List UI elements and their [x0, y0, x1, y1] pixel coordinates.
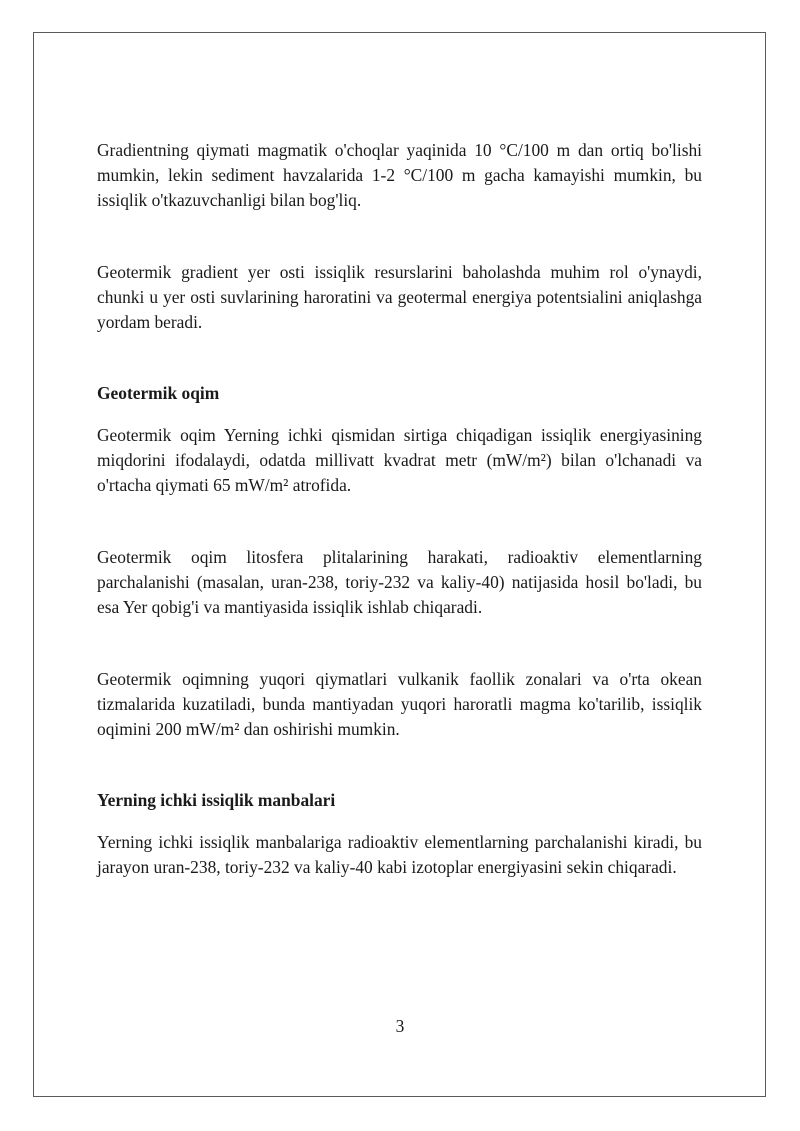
- paragraph-gradient-role: Geotermik gradient yer osti issiqlik resurslarini baholashda muhim rol o'ynaydi, chunki u yer osti suvlarining haroratini va geotermal energiya potentsialini aniqlashga yordam beradi.: [97, 262, 702, 332]
- paragraph-flow-definition: Geotermik oqim Yerning ichki qismidan sirtiga chiqadigan issiqlik energiyasining miqdorini ifodalaydi, odatda millivatt kvadrat metr (mW/m²) bilan o'lchanadi va o'rtacha qiymati 65 mW/m² atrofida.: [97, 425, 702, 495]
- paragraph-internal-heat: Yerning ichki issiqlik manbalariga radioaktiv elementlarning parchalanishi kiradi, bu jarayon uran-238, toriy-232 va kaliy-40 kabi izotoplar energiyasini sekin chiqaradi.: [97, 832, 702, 877]
- heading-internal-heat-sources: Yerning ichki issiqlik manbalari: [97, 790, 336, 810]
- paragraph-flow-high-values: Geotermik oqimning yuqori qiymatlari vulkanik faollik zonalari va o'rta okean tizmalarida kuzatiladi, bunda mantiyadan yuqori haroratli magma ko'tarilib, issiqlik oqimini 200 mW/m² dan oshirishi mumkin.: [97, 669, 702, 739]
- paragraph-flow-sources: Geotermik oqim litosfera plitalarining harakati, radioaktiv elementlarning parchalanishi (masalan, uran-238, toriy-232 va kaliy-40) natijasida hosil bo'ladi, bu esa Yer qobig'i va mantiyasida issiqlik ishlab chiqaradi.: [97, 547, 702, 617]
- paragraph-gradient-values: Gradientning qiymati magmatik o'choqlar yaqinida 10 °C/100 m dan ortiq bo'lishi mumkin, lekin sediment havzalarida 1-2 °C/100 m gacha kamayishi mumkin, bu issiqlik o'tkazuvchanligi bilan bog'liq.: [97, 140, 702, 210]
- document-body: [97, 138, 702, 880]
- page-number: 3: [395, 1016, 405, 1036]
- heading-geothermal-flow: Geotermik oqim: [97, 383, 220, 403]
